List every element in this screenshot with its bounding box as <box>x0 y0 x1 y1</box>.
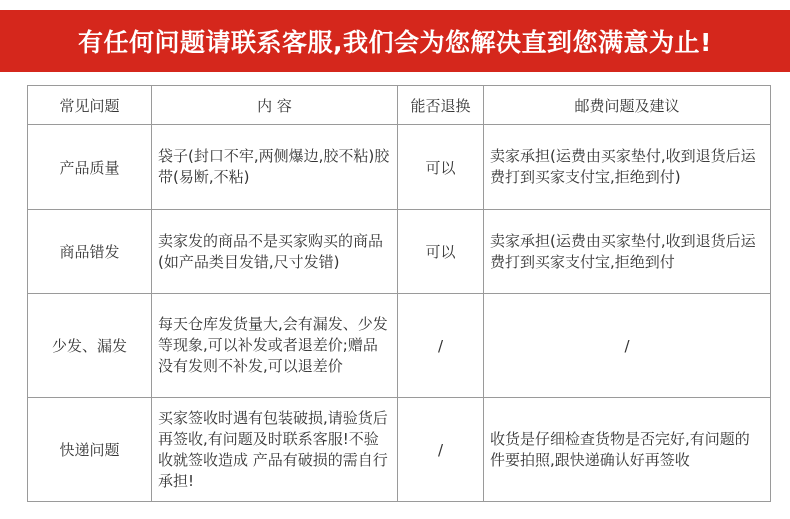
header-issue: 常见问题 <box>28 86 152 125</box>
row-content: 袋子(封口不牢,两侧爆边,胶不粘)胶带(易断,不粘) <box>152 125 398 210</box>
row-shipping: 收货是仔细检查货物是否完好,有问题的件要拍照,跟快递确认好再签收 <box>484 398 771 502</box>
row-returnable: / <box>398 398 484 502</box>
row-shipping: 卖家承担(运费由买家垫付,收到退货后运费打到买家支付宝,拒绝到付 <box>484 210 771 294</box>
table-row <box>28 210 771 294</box>
row-returnable: 可以 <box>398 210 484 294</box>
table-header-row <box>28 86 771 125</box>
row-issue: 少发、漏发 <box>28 294 152 398</box>
row-shipping: 卖家承担(运费由买家垫付,收到退货后运费打到买家支付宝,拒绝到付) <box>484 125 771 210</box>
banner-title: 有任何问题请联系客服,我们会为您解决直到您满意为止! <box>78 28 712 57</box>
row-content: 每天仓库发货量大,会有漏发、少发等现象,可以补发或者退差价;赠品没有发则不补发,可以退差价 <box>152 294 398 398</box>
row-shipping: / <box>484 294 771 398</box>
row-returnable: 可以 <box>398 125 484 210</box>
table-row <box>28 294 771 398</box>
header-returnable: 能否退换 <box>398 86 484 125</box>
row-issue: 快递问题 <box>28 398 152 502</box>
header-shipping: 邮费问题及建议 <box>484 86 771 125</box>
banner <box>0 10 790 72</box>
table-row <box>28 398 771 502</box>
header-content: 内 容 <box>152 86 398 125</box>
row-issue: 商品错发 <box>28 210 152 294</box>
faq-table <box>27 85 771 502</box>
row-returnable: / <box>398 294 484 398</box>
table-row <box>28 125 771 210</box>
row-content: 买家签收时遇有包装破损,请验货后再签收,有问题及时联系客服!不验收就签收造成 产品有破损的需自行承担! <box>152 398 398 502</box>
row-issue: 产品质量 <box>28 125 152 210</box>
row-content: 卖家发的商品不是买家购买的商品(如产品类目发错,尺寸发错) <box>152 210 398 294</box>
